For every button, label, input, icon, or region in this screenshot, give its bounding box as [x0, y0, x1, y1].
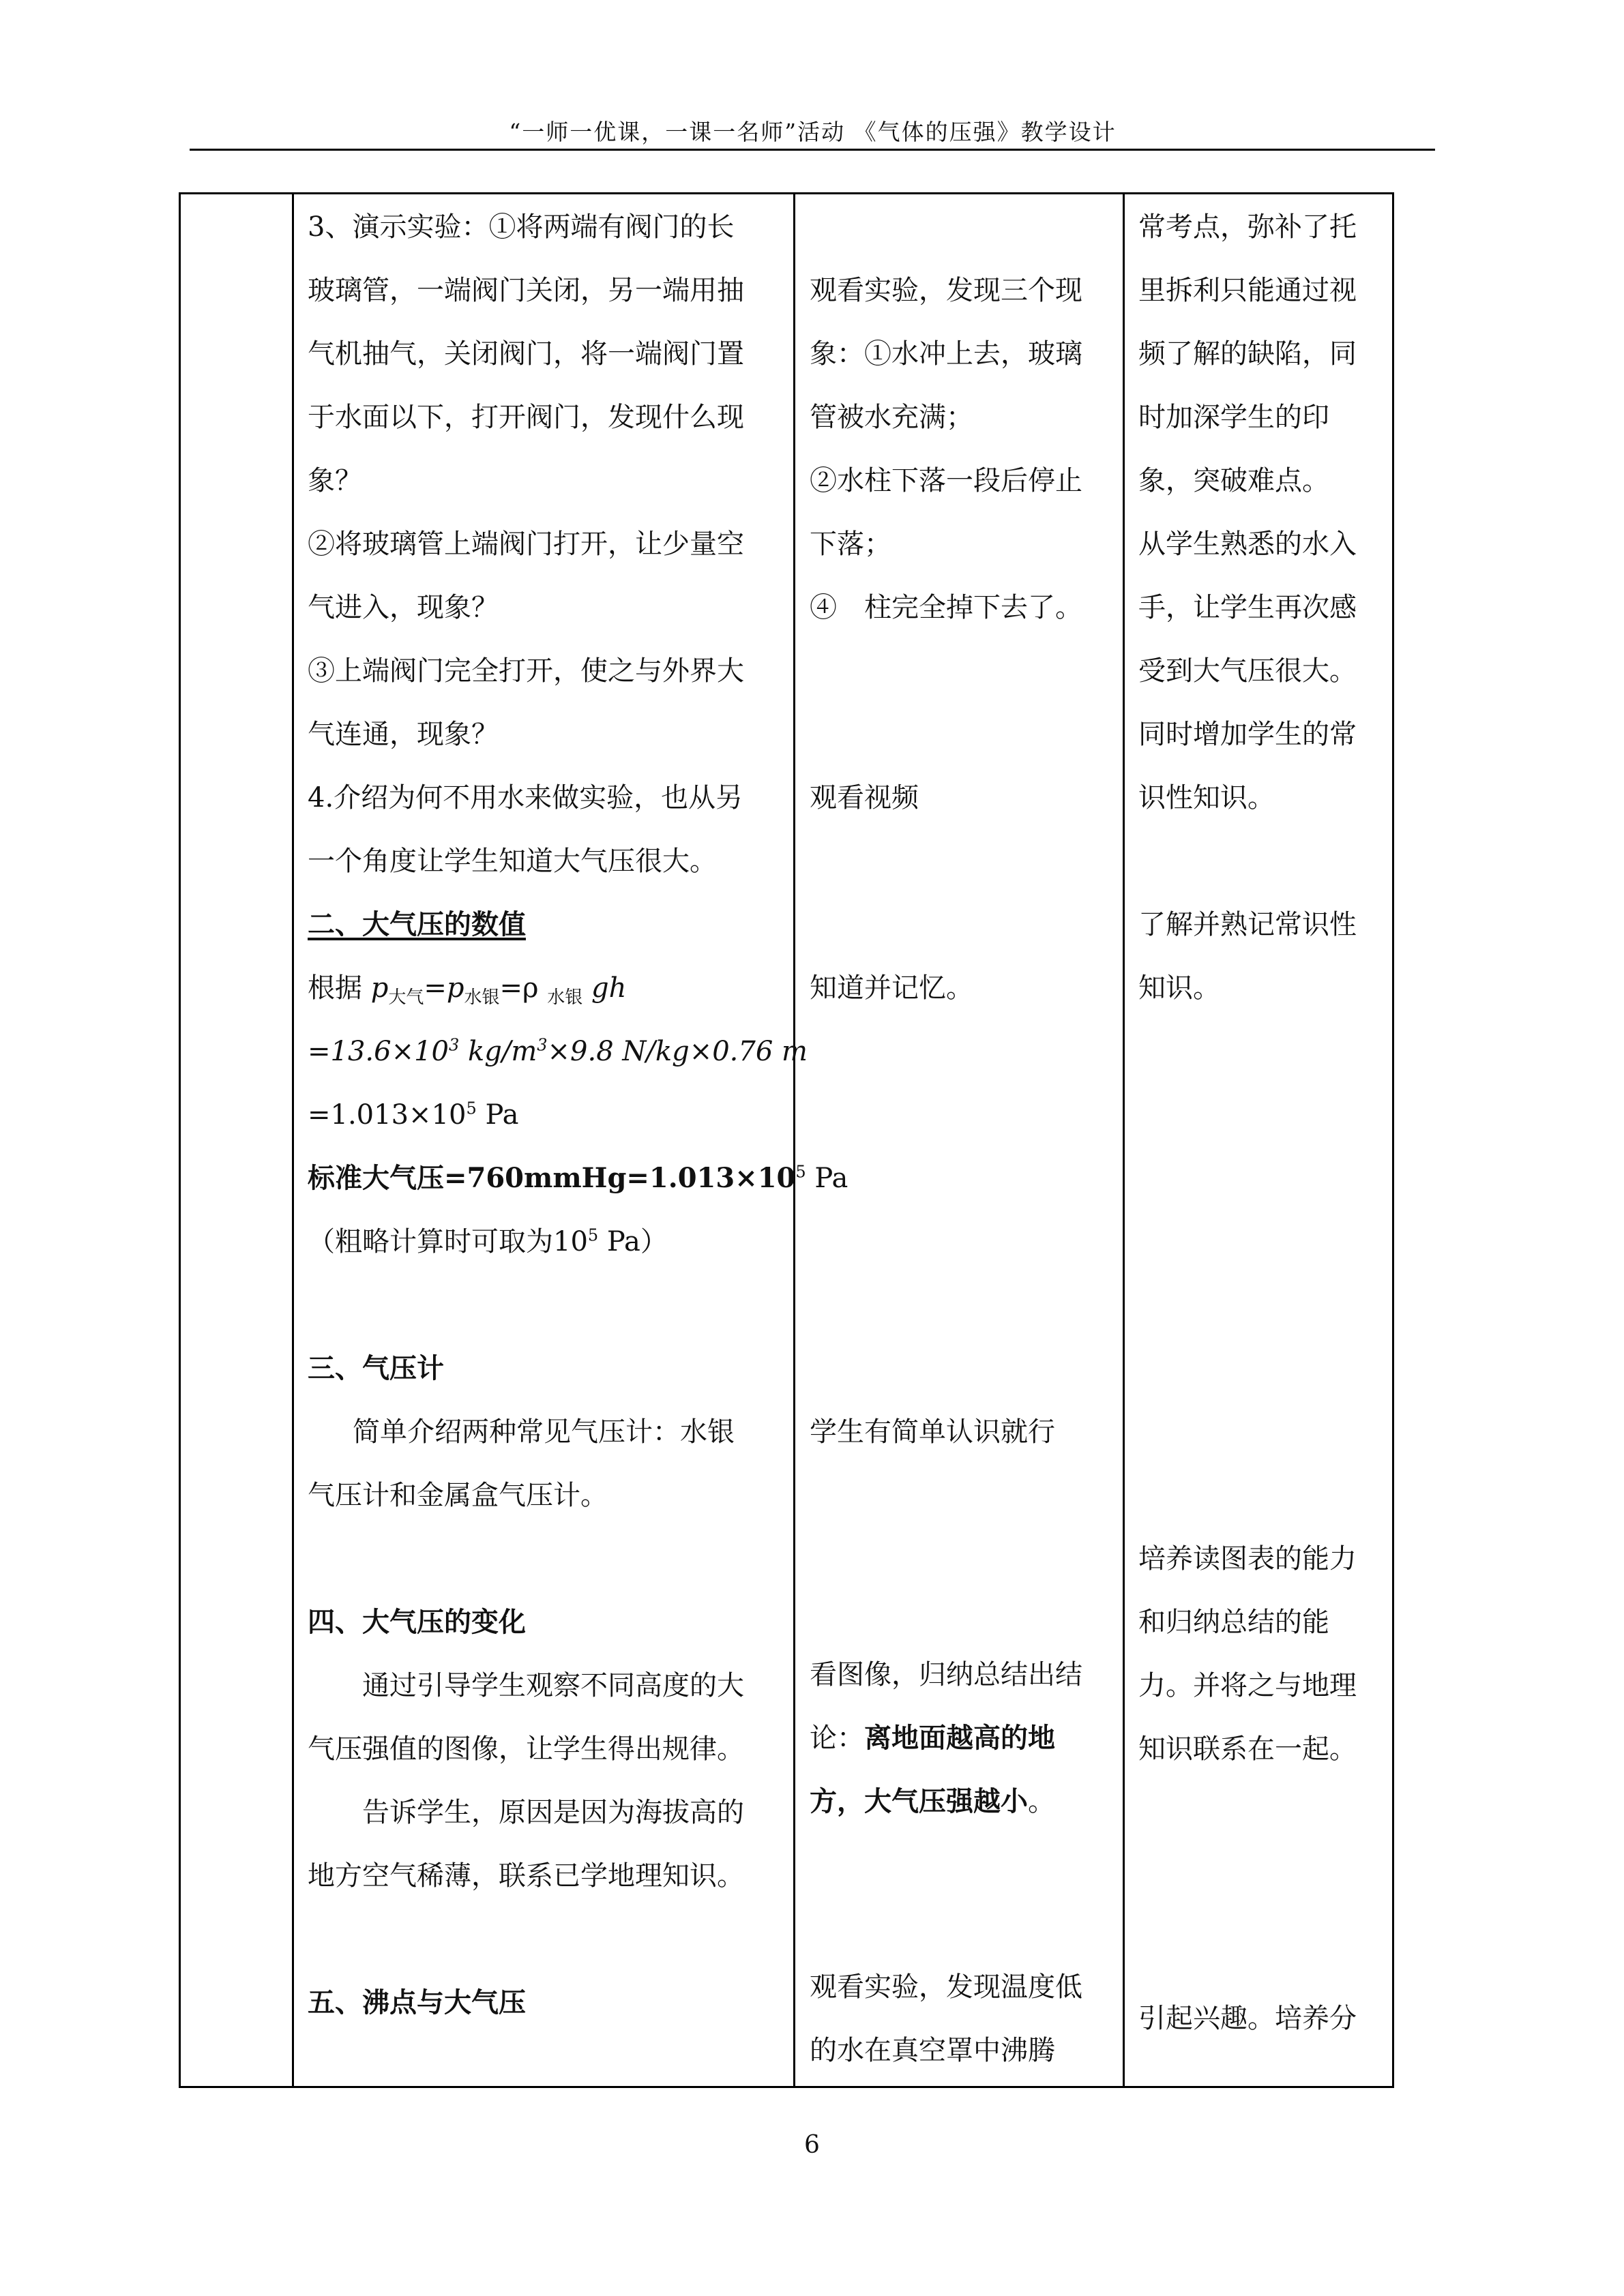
- teacher-line: ②将玻璃管上端阀门打开，让少量空: [308, 528, 744, 560]
- result-part: =1.013×10: [308, 1099, 467, 1131]
- formula-calculation: [308, 1035, 808, 1068]
- teacher-line: 3、演示实验：①将两端有阀门的长: [308, 211, 735, 243]
- student-line: 知道并记忆。: [810, 972, 973, 1004]
- formula-line: [308, 972, 627, 1008]
- intent-line: 力。并将之与地理: [1138, 1670, 1357, 1701]
- formula-lead: 根据: [308, 972, 362, 1004]
- intent-line: 了解并熟记常识性: [1138, 909, 1357, 940]
- intent-line: 从学生熟悉的水入: [1138, 528, 1357, 560]
- standard-pressure-label: 标准大气压=760mmHg=1.013×10: [308, 1162, 796, 1194]
- intent-line: 同时增加学生的常: [1138, 719, 1357, 750]
- formula-equals: =: [424, 972, 447, 1004]
- teacher-line: 通过引导学生观察不同高度的大: [362, 1670, 744, 1701]
- column-divider: [292, 194, 294, 2086]
- teacher-line: 气压计和金属盒气压计。: [308, 1480, 608, 1511]
- intent-line: 手，让学生再次感: [1138, 592, 1357, 623]
- calc-exponent: 3: [449, 1035, 460, 1055]
- intent-line: 知识联系在一起。: [1138, 1733, 1357, 1765]
- student-line: 观看实验，发现三个现: [810, 275, 1082, 306]
- teacher-line: 简单介绍两种常见气压计：水银: [353, 1416, 735, 1448]
- formula-equals: =: [499, 972, 522, 1004]
- intent-line: 识性知识。: [1138, 782, 1275, 814]
- rough-estimate-text: （粗略计算时可取为10: [308, 1226, 588, 1257]
- intent-line: 频了解的缺陷，同: [1138, 338, 1357, 370]
- teacher-line: 气压强值的图像，让学生得出规律。: [308, 1733, 744, 1765]
- standard-unit: Pa: [806, 1163, 848, 1194]
- teacher-line: ③上端阀门完全打开，使之与外界大: [308, 655, 744, 687]
- teacher-line: 气机抽气，关闭阀门，将一端阀门置: [308, 338, 744, 370]
- student-line: 学生有简单认识就行: [810, 1416, 1055, 1448]
- conclusion-bold: 离地面越高的地: [864, 1722, 1055, 1754]
- teacher-line: 告诉学生，原因是因为海拔高的: [362, 1797, 744, 1828]
- column-divider: [1123, 194, 1125, 2086]
- conclusion-lead: 论：: [810, 1723, 864, 1754]
- teacher-line: 象？: [308, 465, 362, 496]
- formula-subscript: 水银: [547, 987, 583, 1008]
- student-line: 象：①水冲上去，玻璃: [810, 338, 1082, 370]
- teacher-line: 气进入，现象？: [308, 592, 499, 623]
- standard-exponent: 5: [795, 1162, 806, 1182]
- result-exponent: 5: [466, 1099, 477, 1118]
- student-line: 观看实验，发现温度低: [810, 1971, 1082, 2003]
- teacher-line: 气连通，现象？: [308, 719, 499, 750]
- formula-result: [308, 1099, 518, 1131]
- intent-line: 时加深学生的印: [1138, 402, 1329, 433]
- intent-line: 常考点，弥补了托: [1138, 211, 1357, 243]
- calc-part: kg/m: [459, 1036, 537, 1067]
- design-intent-column: [1138, 194, 1391, 2086]
- header-rule: [190, 149, 1435, 151]
- rough-exponent: 5: [587, 1225, 599, 1245]
- intent-line: 里拆利只能通过视: [1138, 275, 1357, 306]
- section-heading-boiling-point: 五、沸点与大气压: [308, 1986, 526, 2018]
- student-line: ②水柱下落一段后停止: [810, 465, 1082, 496]
- teacher-line: 玻璃管，一端阀门关闭，另一端用抽: [308, 275, 744, 306]
- conclusion-end: 。: [1028, 1786, 1055, 1817]
- intent-line: 知识。: [1138, 972, 1220, 1004]
- column-divider: [793, 194, 795, 2086]
- intent-line: 受到大气压很大。: [1138, 655, 1357, 687]
- intent-line: 培养读图表的能力: [1138, 1543, 1357, 1575]
- page-number: 6: [804, 2131, 820, 2159]
- section-heading-pressure-value: 二、大气压的数值: [308, 908, 526, 940]
- student-line: 管被水充满；: [810, 402, 973, 433]
- calc-part: =13.6×10: [308, 1036, 449, 1067]
- formula-symbol: p: [370, 972, 389, 1004]
- rough-estimate-line: [308, 1225, 668, 1258]
- section-heading-pressure-change: 四、大气压的变化: [308, 1606, 526, 1638]
- teacher-activity-column: [308, 194, 848, 2086]
- document-header: “一师一优课，一课一名师”活动 《气体的压强》教学设计: [509, 119, 1117, 145]
- student-line: 观看视频: [810, 782, 919, 814]
- teacher-line: 于水面以下，打开阀门，发现什么现: [308, 402, 744, 433]
- student-conclusion-line: [810, 1722, 1055, 1755]
- student-line: 看图像，归纳总结出结: [810, 1659, 1082, 1690]
- formula-subscript: 大气: [388, 987, 424, 1008]
- calc-part: ×9.8 N/kg×0.76 m: [547, 1036, 808, 1067]
- lesson-table: [179, 192, 1394, 2088]
- intent-line: 引起兴趣。培养分: [1138, 2003, 1357, 2034]
- section-heading-barometer: 三、气压计: [308, 1352, 444, 1384]
- formula-symbol: gh: [591, 972, 627, 1004]
- student-line: ④ 柱完全掉下去了。: [810, 592, 1082, 623]
- standard-pressure-line: [308, 1162, 848, 1195]
- student-line: 下落；: [810, 528, 891, 560]
- teacher-line: 4.介绍为何不用水来做实验，也从另: [308, 782, 743, 814]
- calc-exponent: 3: [537, 1035, 548, 1055]
- formula-subscript: 水银: [464, 987, 500, 1008]
- teacher-line: 地方空气稀薄，联系已学地理知识。: [308, 1860, 744, 1892]
- student-line: 的水在真空罩中沸腾: [810, 2035, 1055, 2066]
- intent-line: 象，突破难点。: [1138, 465, 1329, 496]
- formula-symbol: ρ: [522, 972, 539, 1004]
- conclusion-bold: 方，大气压强越小: [810, 1785, 1028, 1817]
- student-activity-column: [810, 194, 1117, 2086]
- teacher-line: 一个角度让学生知道大气压很大。: [308, 846, 717, 877]
- formula-symbol: p: [446, 972, 464, 1004]
- student-conclusion-line: [810, 1785, 1055, 1818]
- intent-line: 和归纳总结的能: [1138, 1607, 1329, 1638]
- result-unit: Pa: [476, 1099, 519, 1131]
- rough-unit: Pa）: [598, 1226, 668, 1257]
